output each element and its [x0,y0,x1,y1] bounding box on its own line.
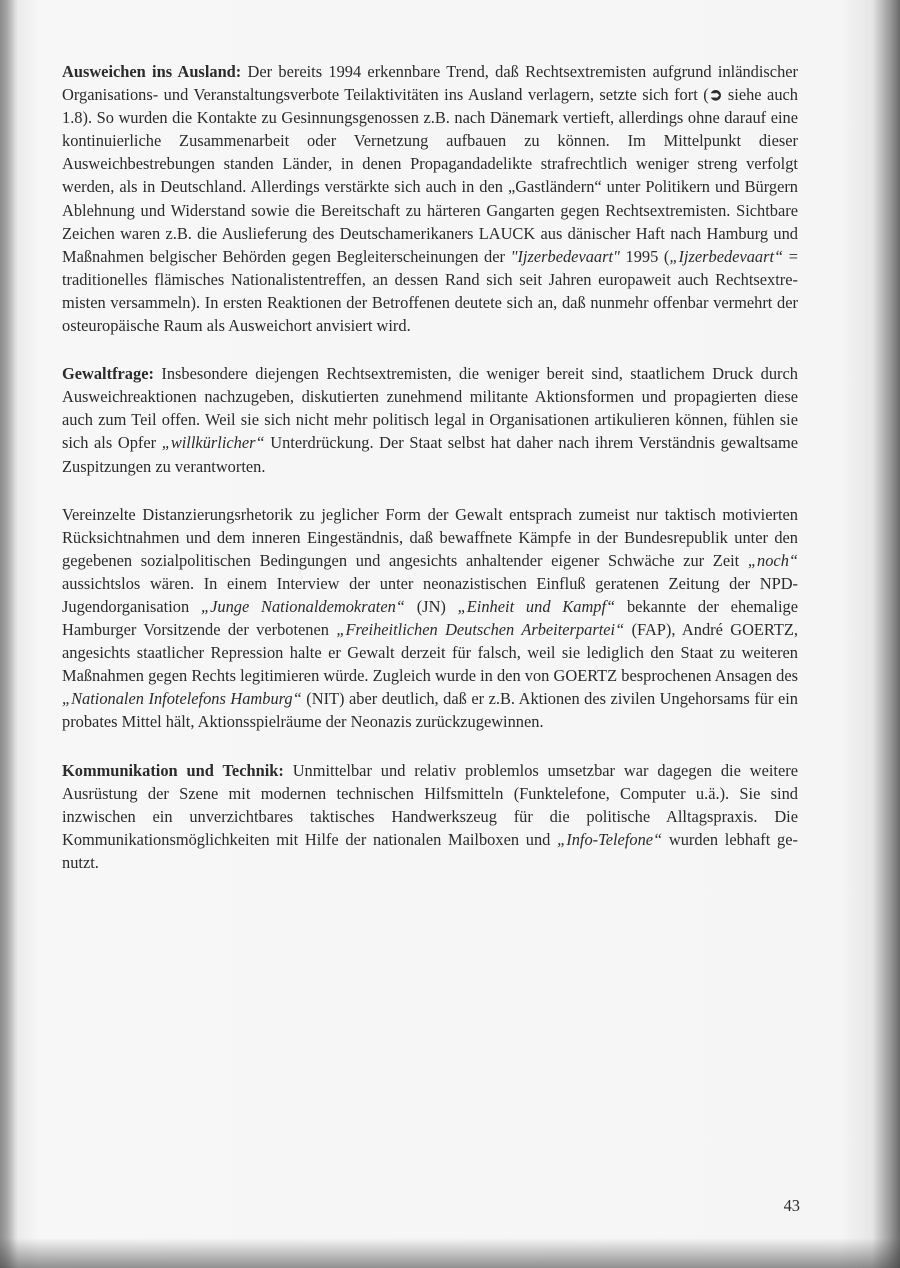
italic-term: „Info-Telefone“ [557,829,663,849]
paragraph-text: aussichtslos wären. In einem Interview der unter neonazistischen Einfluß geratenen Zeitung der NPD-Jugendorganisation [62,573,798,616]
paragraph-kommunikation-und-technik [62,759,798,874]
italic-term: „Freiheitlichen Deutschen Arbeiterpartei“ [336,620,625,640]
paragraph-gewaltfrage [62,362,798,477]
paragraph-text: wurden lebhaft genutzt. [62,829,798,872]
paragraph-text: bekannte der ehemalige Hamburger Vorsitzende der verbotenen [62,596,799,640]
paragraph-ausweichen-ins-ausland [62,60,798,337]
italic-term: „Einheit und Kampf“ [457,596,616,616]
italic-term: „Nationalen Infotelefons Hamburg“ [62,689,302,709]
paragraph-distanzierungsrhetorik [62,503,798,734]
paragraph-heading: Ausweichen ins Ausland: [62,62,242,81]
italic-term: „Ijzerbedevaart“ [669,246,784,266]
italic-term: „Junge Nationaldemokraten“ [200,596,405,616]
paragraph-text: Unmittelbar und relativ problemlos umsetzbar war dagegen die weitere Ausrüstung der Szene mit modernen technischen Hilfsmitteln (Funktelefone, Computer u.ä.). Sie sind inzwischen ein unverzichtbares taktisches Handwerkszeug für die politische Alltagspraxis. Die Kommunikationsmöglichkeiten mit Hilfe der nationalen Mailboxen und [62,760,798,849]
paragraph-heading: Gewaltfrage: [62,364,154,384]
paragraph-text: (JN) [404,596,458,616]
page-number: 43 [783,1196,800,1215]
paragraph-text: Insbesondere diejengen Rechtsextremisten, die weniger bereit sind, staatlichem Druck durch Ausweichreaktionen nachzugeben, diskutierten zunehmend militante Aktionsformen und propagierten diese auch zum Teil offen. Weil sie sich nicht mehr politisch legal in Organisationen artikulieren können, fühlen sie sich als Opfer [62,364,798,453]
paragraph-text: 1995 ( [619,246,670,266]
paragraph-text: (NIT) aber deutlich, daß er z.B. Aktionen des zivilen Ungehorsams für ein probates Mittel hält, Aktionsspielräume der Neonazis zurückzugewinnen. [62,689,798,732]
book-spine-shadow [0,0,18,1268]
page-bottom-shadow [0,1238,900,1268]
paragraph-text: siehe auch 1.8). So wurden die Kontakte zu Gesinnungsgenossen z.B. nach Dänemark vertieft, allerdings ohne darauf eine kontinuierliche Zusammenarbeit oder Vernetzung aufbauen zu können. Im Mittelpunkt dieser Ausweichbestrebungen standen Länder, in denen Propagandadelikte strafrechtlich weniger streng verfolgt werden, als in Deutschland. Allerdings verstärkte sich auch in den „Gastländern“ unter Politikern und Bürgern Ablehnung und Widerstand sowie die Bereitschaft zu härteren Gangarten gegen Rechtsextremisten. Sichtbare Zeichen waren z.B. die Auslieferung des Deutschamerikaners LAUCK aus dänischer Haft nach Hamburg und Maßnahmen belgischer Behörden gegen Begleiterscheinungen der [62,85,798,266]
paragraph-text: Vereinzelte Distanzierungsrhetorik zu jeglicher Form der Gewalt entsprach zumeist nur taktisch motivierten Rücksichtnahmen und dem inneren Eingeständnis, daß bewaffnete Kämpfe in der Bundesrepublik unter den gegebenen sozialpolitischen Bedingungen und angesichts anhaltender eigener Schwäche zur Zeit [62,504,798,570]
italic-term: „noch“ [747,550,798,570]
page-body [62,60,798,899]
paragraph-text: Unterdrückung. Der Staat selbst hat daher nach ihrem Verständnis gewaltsame Zuspitzungen zu verantworten. [62,433,798,476]
paragraph-text: (FAP), André GOERTZ, angesichts staatlicher Repression halte er Gewalt derzeit für falsch, weil sie lediglich den Staat zu weiteren Maßnahmen gegen Rechts legitimieren würde. Zugleich wurde in den von GOERTZ besprochenen Ansagen des [62,620,798,686]
italic-term: "Ijzerbedevaart" [510,246,620,266]
cross-reference-arrow-icon: ➲ [708,85,723,105]
paragraph-heading: Kommunikation und Technik: [62,760,284,780]
italic-term: „willkürlicher“ [161,433,265,453]
paragraph-text: = traditionelles flämisches Nationalistentreffen, an dessen Rand sich seit Jahren europaweit auch Rechtsextremisten versammeln). In ersten Reaktionen der Betroffenen deutete sich an, daß nunmehr offenbar vermehrt der osteuropäische Raum als Ausweichort anvisiert wird. [62,246,798,336]
paragraph-text: Der bereits 1994 erkennbare Trend, daß Rechtsextremisten aufgrund inländischer Organisations- und Veranstaltungsverbote Teilaktivitäten ins Ausland verlagern, setzte sich fort ( [62,62,799,105]
